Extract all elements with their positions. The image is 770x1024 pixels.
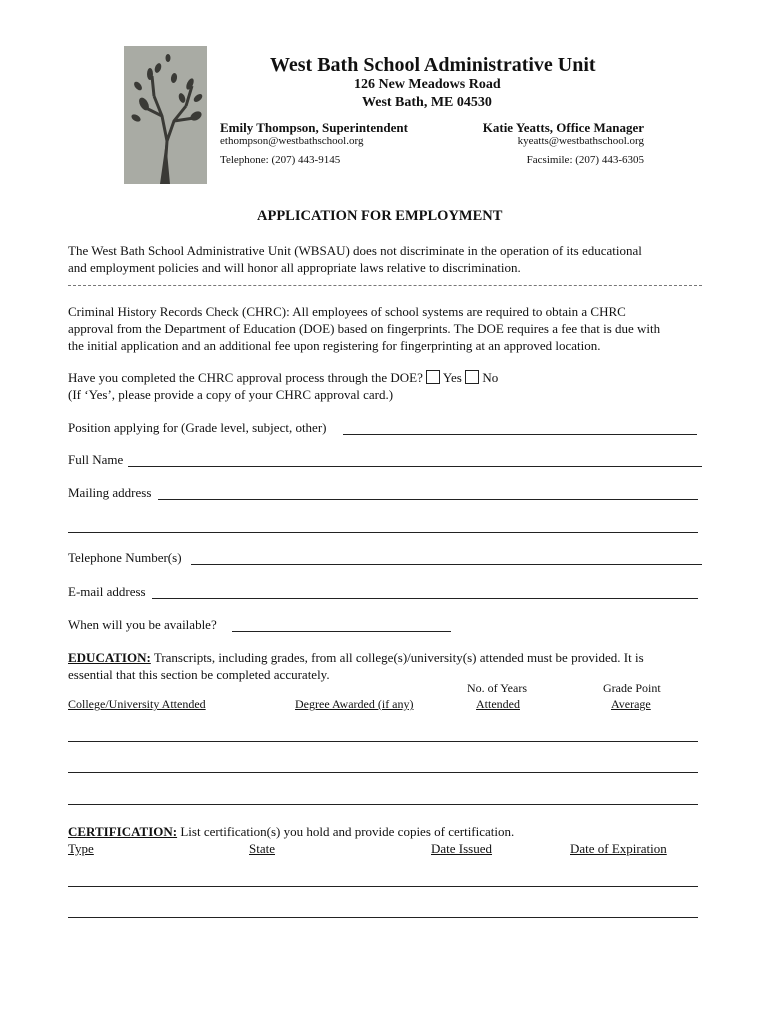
certification-text: List certification(s) you hold and provide copies of certification. — [177, 824, 515, 839]
address-line-1: 126 New Meadows Road — [354, 77, 501, 92]
mailing-address-field-2[interactable] — [68, 532, 698, 533]
yes-checkbox[interactable] — [426, 370, 440, 384]
nondiscrimination-text-2: and employment policies and will honor all appropriate laws relative to discrimination. — [68, 260, 521, 275]
gpa-header-2: Average — [611, 697, 651, 711]
nondiscrimination-text-1: The West Bath School Administrative Unit (WBSAU) does not discriminate in the operation of its educational — [68, 243, 642, 258]
email-label: E-mail address — [68, 584, 146, 599]
years-header-2: Attended — [476, 697, 520, 711]
telephone-field[interactable] — [191, 564, 702, 565]
education-row-2[interactable] — [68, 772, 698, 773]
facsimile-number: Facsimile: (207) 443-6305 — [526, 154, 644, 166]
degree-header: Degree Awarded (if any) — [295, 697, 414, 711]
years-header-1: No. of Years — [467, 681, 527, 695]
college-header: College/University Attended — [68, 697, 206, 711]
education-text-2: essential that this section be completed accurately. — [68, 667, 330, 682]
education-row-3[interactable] — [68, 804, 698, 805]
availability-label: When will you be available? — [68, 617, 217, 632]
full-name-field[interactable] — [128, 466, 702, 467]
education-text-1: Transcripts, including grades, from all college(s)/university(s) attended must be provided. It is — [150, 650, 644, 665]
superintendent-email[interactable]: ethompson@westbathschool.org — [220, 135, 364, 147]
email-field[interactable] — [152, 598, 698, 599]
position-field[interactable] — [343, 434, 697, 435]
tree-logo — [124, 46, 207, 184]
section-divider — [68, 285, 702, 286]
tree-logo-graphic — [124, 46, 207, 184]
full-name-label: Full Name — [68, 452, 124, 467]
type-header: Type — [68, 841, 94, 856]
address-line-2: West Bath, ME 04530 — [362, 95, 492, 110]
chrc-question-row — [68, 369, 498, 386]
chrc-text-3: the initial application and an additional fee upon registering for fingerprinting at an approved location. — [68, 338, 601, 353]
position-label: Position applying for (Grade level, subject, other) — [68, 420, 327, 435]
date-expiration-header: Date of Expiration — [570, 841, 667, 856]
no-label: No — [482, 370, 499, 385]
office-manager-name: Katie Yeatts, Office Manager — [482, 120, 644, 135]
education-intro-1 — [68, 649, 644, 666]
certification-row-1[interactable] — [68, 886, 698, 887]
telephone-number: Telephone: (207) 443-9145 — [220, 154, 341, 166]
gpa-header-1: Grade Point — [603, 681, 661, 695]
no-checkbox[interactable] — [465, 370, 479, 384]
form-title: APPLICATION FOR EMPLOYMENT — [257, 208, 503, 224]
telephone-label: Telephone Number(s) — [68, 550, 182, 565]
date-issued-header: Date Issued — [431, 841, 493, 856]
certification-row-2[interactable] — [68, 917, 698, 918]
availability-field[interactable] — [232, 631, 451, 632]
org-name: West Bath School Administrative Unit — [270, 54, 596, 76]
certification-heading: CERTIFICATION: — [68, 824, 178, 839]
office-manager-email[interactable]: kyeatts@westbathschool.org — [517, 135, 644, 147]
mailing-address-label: Mailing address — [68, 485, 152, 500]
education-row-1[interactable] — [68, 741, 698, 742]
yes-label: Yes — [442, 370, 462, 385]
chrc-note: (If ‘Yes’, please provide a copy of your CHRC approval card.) — [68, 387, 394, 402]
superintendent-name: Emily Thompson, Superintendent — [220, 120, 408, 135]
mailing-address-field[interactable] — [158, 499, 698, 500]
chrc-text-1: Criminal History Records Check (CHRC): All employees of school systems are required to obtain a CHRC — [68, 304, 626, 319]
education-heading: EDUCATION: — [68, 650, 151, 665]
chrc-question: Have you completed the CHRC approval process through the DOE? — [68, 370, 423, 385]
chrc-text-2: approval from the Department of Education (DOE) based on fingerprints. The DOE requires a fee that is due with — [68, 321, 661, 336]
state-header: State — [249, 841, 275, 856]
certification-intro — [68, 823, 514, 840]
